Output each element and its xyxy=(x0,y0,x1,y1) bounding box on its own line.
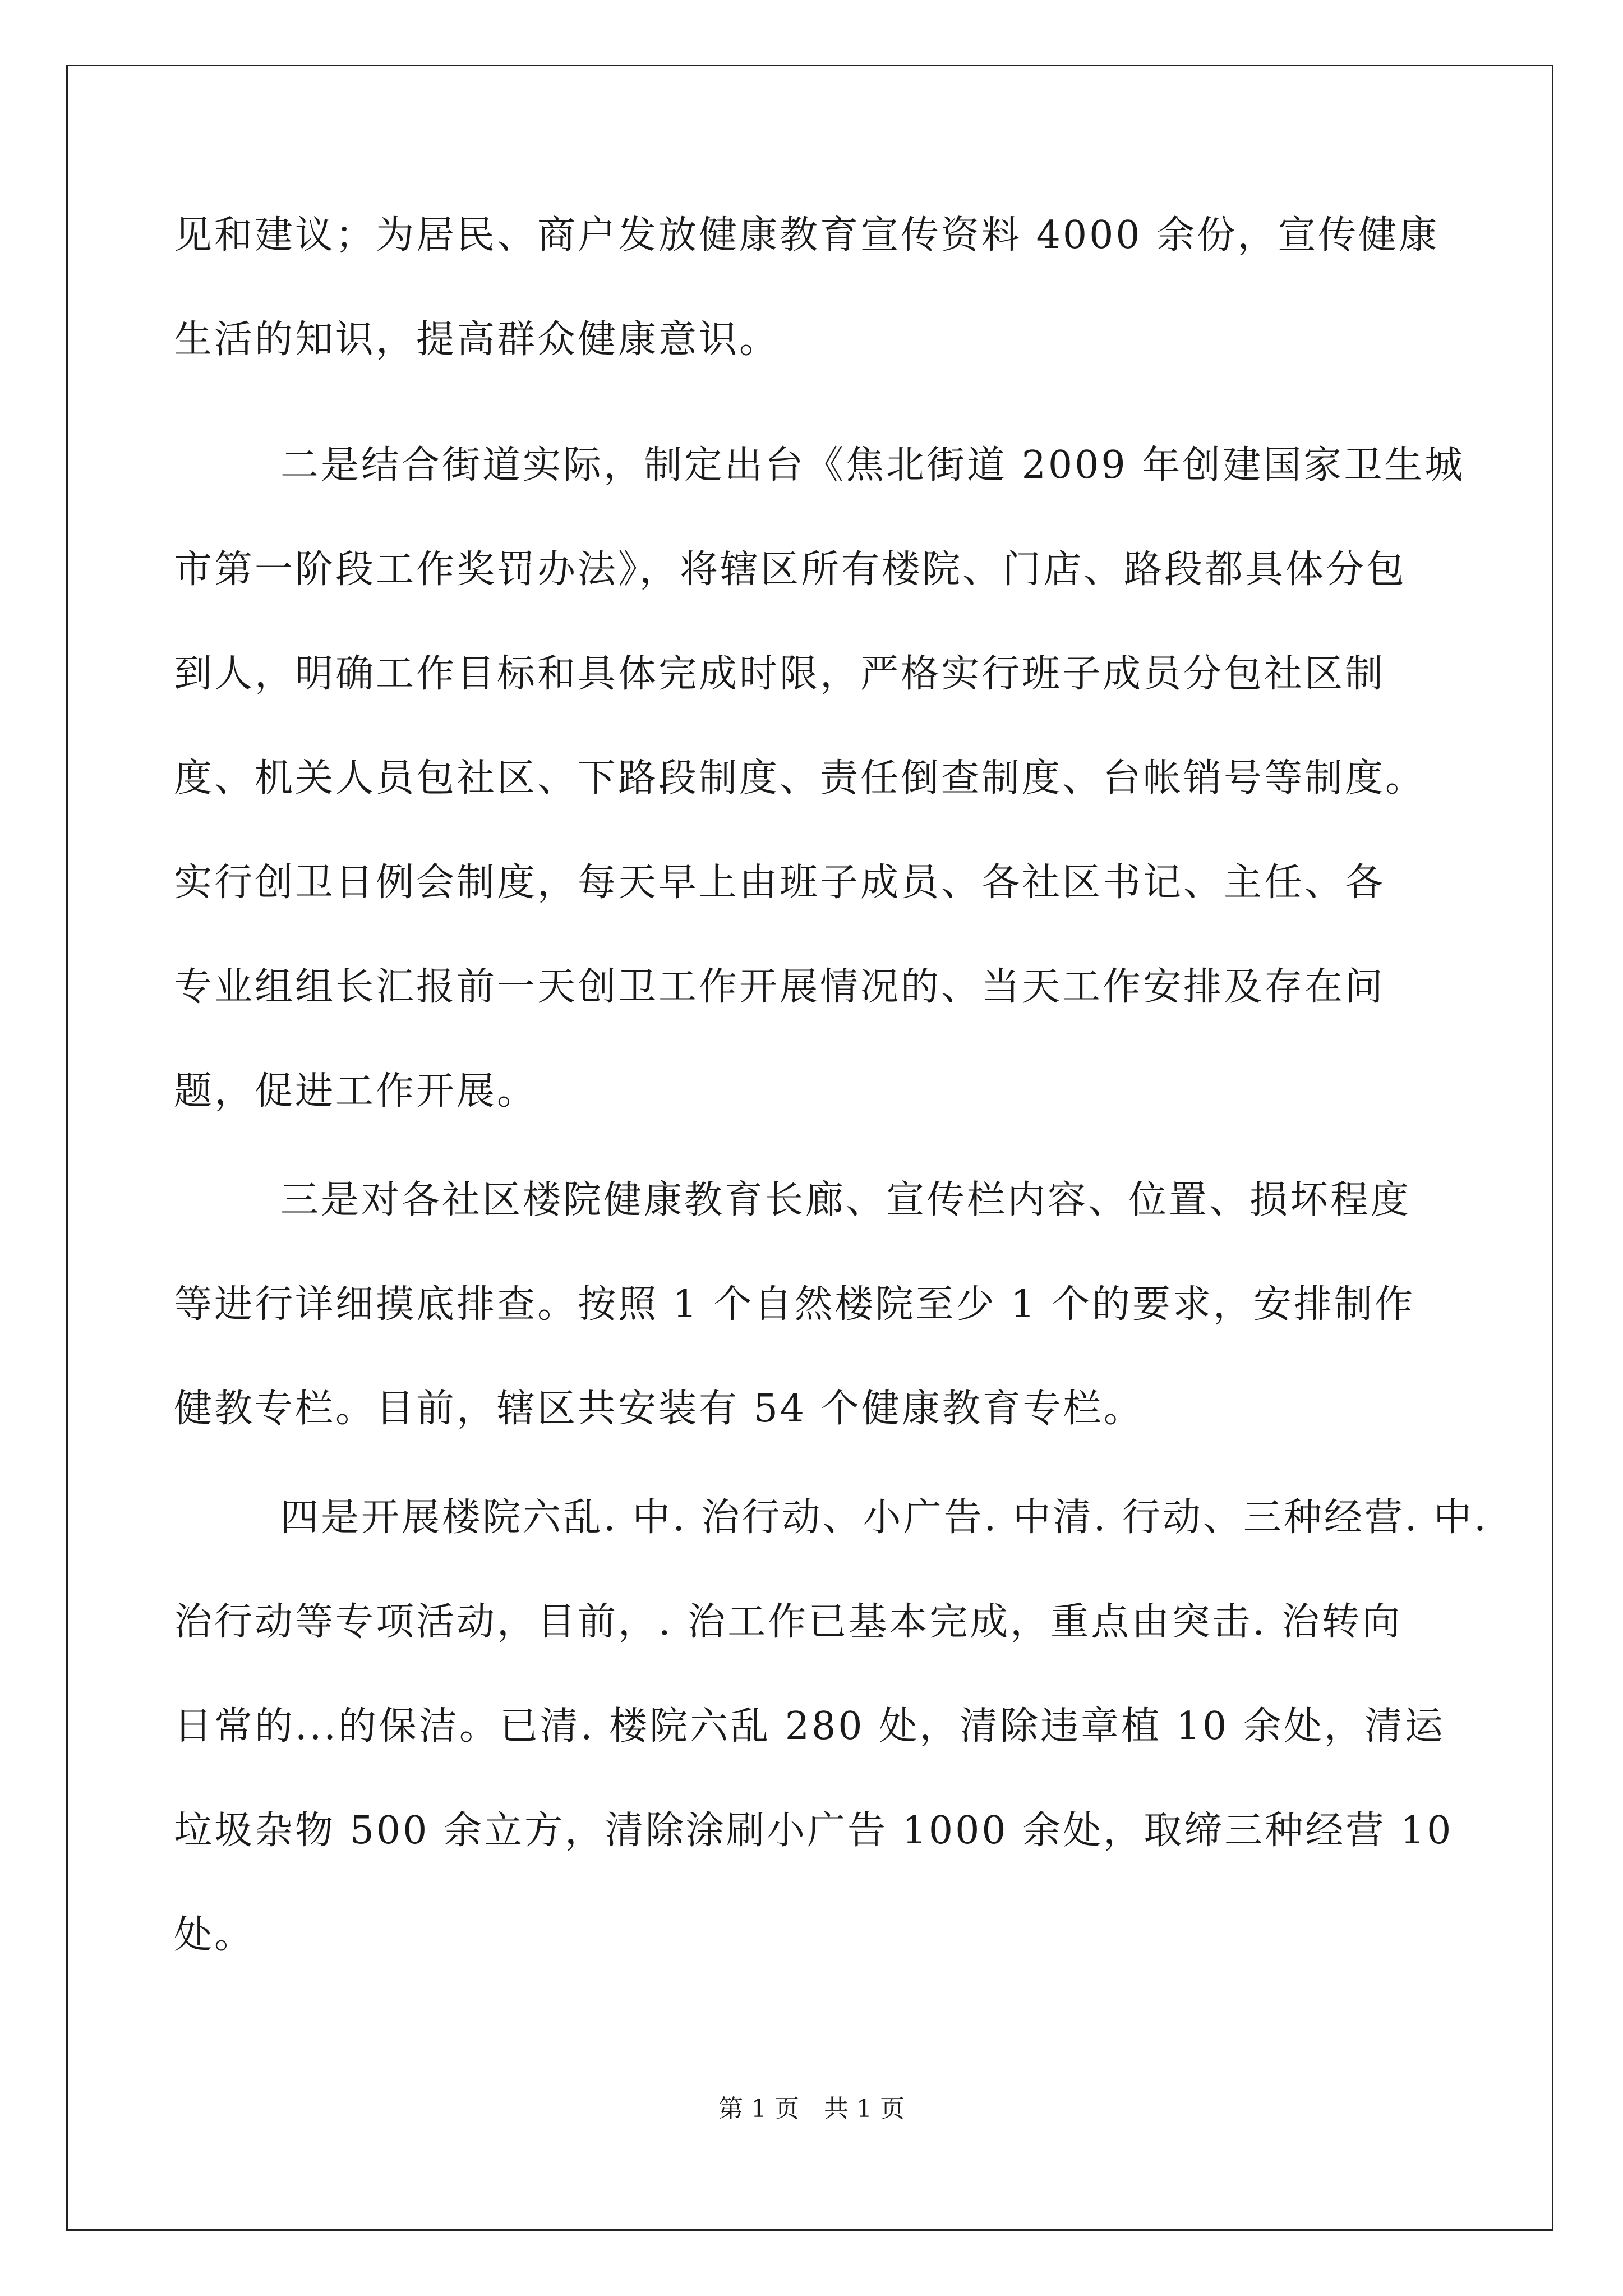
text-line: 处。 xyxy=(174,1913,255,1957)
paragraph-start-line: 三是对各社区楼院健康教育长廊、宣传栏内容、位置、损坏程度 xyxy=(280,1178,1412,1222)
page-border xyxy=(66,65,1553,2231)
paragraph-start-line: 二是结合街道实际，制定出台《焦北街道 2009 年创建国家卫生城 xyxy=(280,443,1465,487)
text-line: 题，促进工作开展。 xyxy=(174,1069,538,1114)
paragraph-start-line: 四是开展楼院六乱. 中. 治行动、小广告. 中清. 行动、三种经营. 中. xyxy=(280,1496,1488,1540)
text-line: 治行动等专项活动，目前，. 治工作已基本完成，重点由突击. 治转向 xyxy=(174,1600,1403,1644)
page-footer: 第 1 页 共 1 页 xyxy=(718,2095,905,2123)
text-line: 垃圾杂物 500 余立方，清除涂刷小广告 1000 余处，取缔三种经营 10 xyxy=(174,1809,1454,1853)
text-line: 等进行详细摸底排查。按照 1 个自然楼院至少 1 个的要求，安排制作 xyxy=(174,1282,1415,1327)
text-line: 到人，明确工作目标和具体完成时限，严格实行班子成员分包社区制 xyxy=(174,652,1386,696)
text-line: 生活的知识，提高群众健康意识。 xyxy=(174,318,780,362)
text-line: 健教专栏。目前，辖区共安装有 54 个健康教育专栏。 xyxy=(174,1387,1144,1431)
text-line: 市第一阶段工作奖罚办法》，将辖区所有楼院、门店、路段都具体分包 xyxy=(174,547,1407,592)
text-line: 日常的...的保洁。已清. 楼院六乱 280 处，清除违章植 10 余处，清运 xyxy=(174,1704,1445,1749)
text-line: 实行创卫日例会制度，每天早上由班子成员、各社区书记、主任、各 xyxy=(174,861,1386,905)
text-line: 专业组组长汇报前一天创卫工作开展情况的、当天工作安排及存在问 xyxy=(174,965,1386,1009)
text-line: 度、机关人员包社区、下路段制度、责任倒查制度、台帐销号等制度。 xyxy=(174,756,1426,800)
text-line: 见和建议；为居民、商户发放健康教育宣传资料 4000 余份，宣传健康 xyxy=(174,213,1440,257)
